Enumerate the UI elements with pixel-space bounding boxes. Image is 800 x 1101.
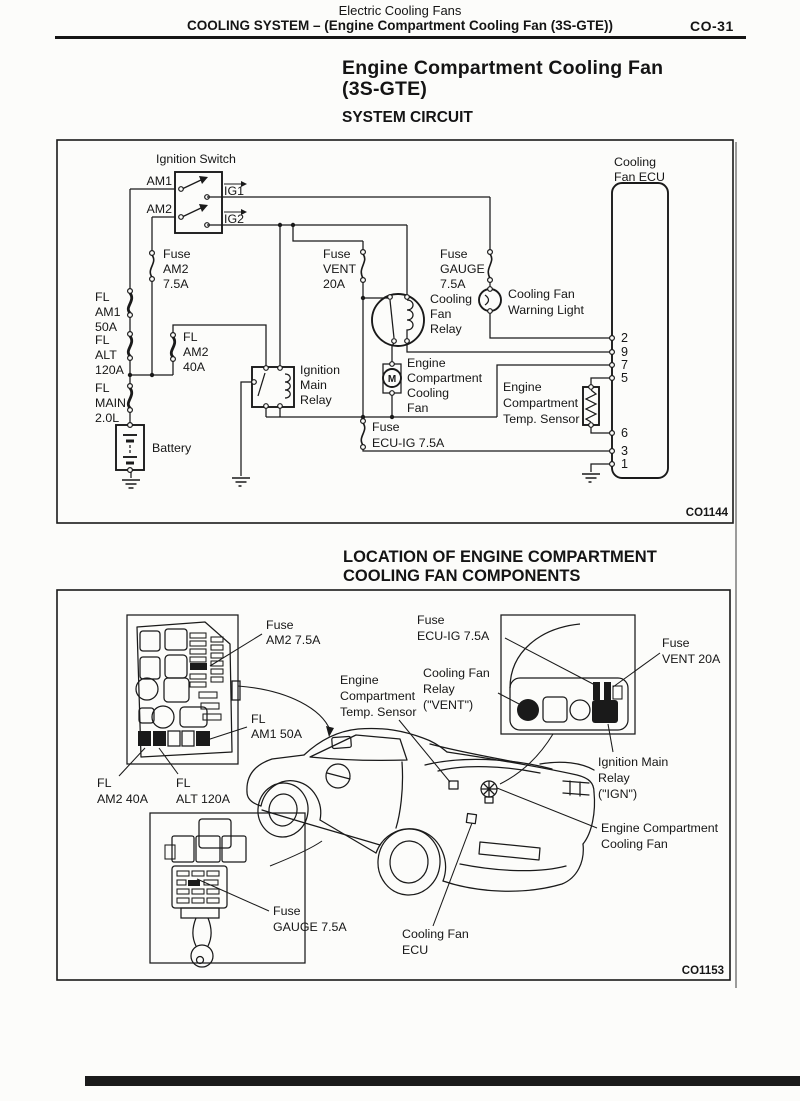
fan-motor-symbol bbox=[383, 362, 401, 396]
ecu-pin-6: 6 bbox=[621, 426, 629, 440]
label-engine-fan-4: Fan bbox=[407, 401, 429, 415]
label-fl-main-2: MAIN bbox=[95, 396, 126, 410]
loc-label-cf-ecu-1: Cooling Fan bbox=[402, 927, 469, 941]
system-circuit-figure bbox=[57, 140, 733, 523]
location-heading-line1: LOCATION OF ENGINE COMPARTMENT bbox=[343, 548, 657, 566]
label-cf-ecu-1: Cooling bbox=[614, 155, 657, 169]
label-warning-light-1: Cooling Fan bbox=[508, 287, 575, 301]
label-fl-am1-1: FL bbox=[95, 290, 110, 304]
loc-label-fl-alt-2: ALT 120A bbox=[176, 792, 230, 806]
warning-light-symbol bbox=[479, 287, 501, 314]
loc-label-cf-relay-2: Relay bbox=[423, 682, 455, 696]
fuse-am2-slot bbox=[190, 663, 207, 670]
ground-symbols bbox=[122, 474, 600, 488]
cooling-fan-ecu-marker bbox=[466, 813, 476, 823]
cooling-fan-relay-symbol bbox=[372, 294, 424, 346]
header-section: COOLING SYSTEM – (Engine Compartment Cooling Fan (3S-GTE)) bbox=[186, 18, 613, 33]
fuse-box-drawing bbox=[127, 615, 240, 764]
location-frame bbox=[57, 590, 730, 980]
label-fuse-vent-1: Fuse bbox=[323, 247, 351, 261]
label-ign-main-relay-3: Relay bbox=[300, 393, 332, 407]
label-fuse-am2-1: Fuse bbox=[163, 247, 191, 261]
label-battery: Battery bbox=[152, 441, 192, 455]
label-engine-fan-1: Engine bbox=[407, 356, 446, 370]
fuse-vent-plug bbox=[604, 682, 611, 700]
location-heading-line2: COOLING FAN COMPONENTS bbox=[343, 567, 581, 585]
cooling-fan-ecu-symbol bbox=[610, 183, 668, 478]
loc-label-cf-relay-1: Cooling Fan bbox=[423, 666, 490, 680]
label-fuse-gauge-1: Fuse bbox=[440, 247, 468, 261]
loc-label-cf-relay-3: ("VENT") bbox=[423, 698, 474, 712]
label-fuse-vent-2: VENT bbox=[323, 262, 357, 276]
label-cf-ecu-2: Fan ECU bbox=[614, 170, 665, 184]
label-fuse-am2-2: AM2 bbox=[163, 262, 189, 276]
loc-label-ign-relay-1: Ignition Main bbox=[598, 755, 669, 769]
label-ig2: IG2 bbox=[224, 212, 244, 226]
loc-label-fuse-gauge-2: GAUGE 7.5A bbox=[273, 920, 347, 934]
label-engine-fan-2: Compartment bbox=[407, 371, 483, 385]
label-cf-relay-1: Cooling bbox=[430, 292, 473, 306]
cooling-fan-marker bbox=[481, 781, 497, 803]
figure-code-2: CO1153 bbox=[681, 965, 724, 977]
loc-label-fl-alt-1: FL bbox=[176, 776, 191, 790]
loc-label-fl-am1-1: FL bbox=[251, 712, 266, 726]
ecu-pin-2: 2 bbox=[621, 331, 629, 345]
scan-bottom-bar bbox=[85, 1076, 800, 1086]
loc-label-fuse-gauge-1: Fuse bbox=[273, 904, 301, 918]
label-fl-am2-40-3: 40A bbox=[183, 360, 206, 374]
ignition-main-relay-ign bbox=[592, 700, 618, 723]
label-fl-am2-40-2: AM2 bbox=[183, 345, 209, 359]
loc-label-fuse-am2-2: AM2 7.5A bbox=[266, 633, 321, 647]
loc-label-temp-sensor-3: Temp. Sensor bbox=[340, 705, 417, 719]
label-fl-alt-3: 120A bbox=[95, 363, 124, 377]
label-fuse-gauge-3: 7.5A bbox=[440, 277, 466, 291]
label-fl-am1-3: 50A bbox=[95, 320, 118, 334]
temp-sensor-symbol bbox=[583, 385, 599, 428]
loc-label-fuse-ecu-ig-2: ECU-IG 7.5A bbox=[417, 629, 490, 643]
label-am2: AM2 bbox=[146, 202, 172, 216]
ecu-pin-3: 3 bbox=[621, 444, 629, 458]
label-fuse-ecu-ig-2: ECU-IG 7.5A bbox=[372, 436, 445, 450]
ignition-main-relay-symbol bbox=[252, 366, 294, 409]
ecu-pin-5: 5 bbox=[621, 371, 629, 385]
label-ignition-switch: Ignition Switch bbox=[156, 152, 236, 166]
location-figure bbox=[57, 590, 730, 980]
label-fuse-ecu-ig-1: Fuse bbox=[372, 420, 400, 434]
system-circuit-heading: SYSTEM CIRCUIT bbox=[342, 109, 473, 126]
loc-label-engine-fan-1: Engine Compartment bbox=[601, 821, 719, 835]
label-fl-main-1: FL bbox=[95, 381, 110, 395]
label-engine-fan-3: Cooling bbox=[407, 386, 450, 400]
relay-box-drawing bbox=[501, 615, 635, 734]
loc-label-fl-am2-2: AM2 40A bbox=[97, 792, 148, 806]
loc-label-fuse-am2-1: Fuse bbox=[266, 618, 294, 632]
loc-label-engine-fan-2: Cooling Fan bbox=[601, 837, 668, 851]
page-title-line2: (3S-GTE) bbox=[342, 78, 428, 100]
fuse-gauge-slot bbox=[188, 880, 200, 886]
loc-label-fuse-ecu-ig-1: Fuse bbox=[417, 613, 445, 627]
label-cf-relay-3: Relay bbox=[430, 322, 462, 336]
header-chapter: Electric Cooling Fans bbox=[338, 3, 462, 18]
loc-label-fl-am1-2: AM1 50A bbox=[251, 727, 302, 741]
loc-label-ign-relay-2: Relay bbox=[598, 771, 630, 785]
loc-label-temp-sensor-2: Compartment bbox=[340, 689, 416, 703]
loc-label-fuse-vent-1: Fuse bbox=[662, 636, 690, 650]
label-fl-alt-1: FL bbox=[95, 333, 110, 347]
ecu-pin-9: 9 bbox=[621, 345, 629, 359]
loc-label-cf-ecu-2: ECU bbox=[402, 943, 429, 957]
temp-sensor-marker bbox=[449, 781, 458, 789]
loc-label-fuse-vent-2: VENT 20A bbox=[662, 652, 721, 666]
label-ign-main-relay-1: Ignition bbox=[300, 363, 340, 377]
label-temp-sensor-3: Temp. Sensor bbox=[503, 412, 580, 426]
page-title-line1: Engine Compartment Cooling Fan bbox=[342, 57, 664, 79]
loc-label-temp-sensor-1: Engine bbox=[340, 673, 379, 687]
battery-symbol bbox=[116, 423, 144, 473]
label-cf-relay-2: Fan bbox=[430, 307, 452, 321]
loc-label-fl-am2-1: FL bbox=[97, 776, 112, 790]
motor-m-label: M bbox=[387, 374, 397, 385]
label-fl-am1-2: AM1 bbox=[95, 305, 121, 319]
figure-code-1: CO1144 bbox=[685, 507, 728, 519]
label-fl-alt-2: ALT bbox=[95, 348, 117, 362]
page-number: CO-31 bbox=[690, 18, 734, 34]
label-fl-main-3: 2.0L bbox=[95, 411, 120, 425]
ecu-pin-1: 1 bbox=[621, 457, 629, 471]
label-ig1: IG1 bbox=[224, 184, 244, 198]
label-fl-am2-40-1: FL bbox=[183, 330, 198, 344]
label-fuse-vent-3: 20A bbox=[323, 277, 346, 291]
label-am1: AM1 bbox=[146, 174, 172, 188]
ecu-pin-7: 7 bbox=[621, 358, 629, 372]
loc-label-ign-relay-3: ("IGN") bbox=[598, 787, 638, 801]
cooling-fan-relay-vent bbox=[517, 699, 539, 721]
gauge-fuse-box-drawing bbox=[150, 813, 305, 967]
label-temp-sensor-1: Engine bbox=[503, 380, 542, 394]
label-temp-sensor-2: Compartment bbox=[503, 396, 579, 410]
label-warning-light-2: Warning Light bbox=[508, 303, 584, 317]
label-fuse-am2-3: 7.5A bbox=[163, 277, 189, 291]
label-fuse-gauge-2: GAUGE bbox=[440, 262, 485, 276]
label-ign-main-relay-2: Main bbox=[300, 378, 327, 392]
